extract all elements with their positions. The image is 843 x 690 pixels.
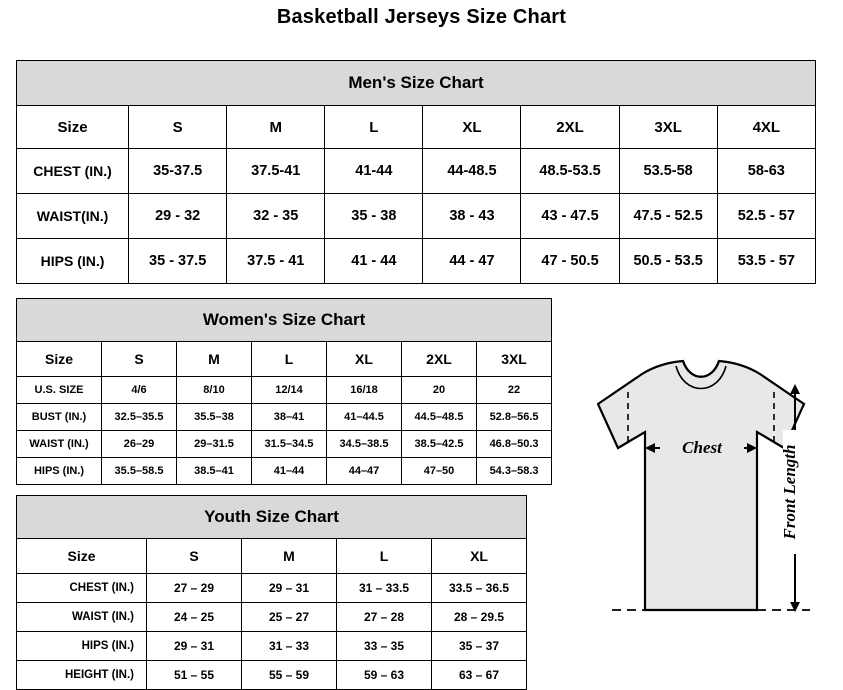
mens-waist-3xl: 47.5 - 52.5 [619, 194, 717, 239]
youth-col-m: M [242, 539, 337, 574]
mens-chart-header-row [17, 106, 816, 149]
mens-row-label-waist: WAIST(IN.) [17, 194, 129, 239]
mens-col-4xl: 4XL [717, 106, 815, 149]
womens-ussize-3xl: 22 [477, 377, 552, 404]
mens-col-2xl: 2XL [521, 106, 619, 149]
womens-ussize-2xl: 20 [402, 377, 477, 404]
youth-row-label-chest: CHEST (IN.) [17, 574, 147, 603]
womens-bust-xl: 41–44.5 [327, 404, 402, 431]
mens-waist-xl: 38 - 43 [423, 194, 521, 239]
mens-col-l: L [325, 106, 423, 149]
youth-chest-m: 29 – 31 [242, 574, 337, 603]
mens-col-m: M [227, 106, 325, 149]
womens-col-size: Size [17, 342, 102, 377]
jersey-svg [552, 352, 842, 672]
womens-ussize-s: 4/6 [102, 377, 177, 404]
mens-waist-l: 35 - 38 [325, 194, 423, 239]
mens-waist-4xl: 52.5 - 57 [717, 194, 815, 239]
mens-col-s: S [129, 106, 227, 149]
womens-bust-m: 35.5–38 [177, 404, 252, 431]
womens-waist-2xl: 38.5–42.5 [402, 431, 477, 458]
youth-waist-m: 25 – 27 [242, 603, 337, 632]
youth-chart-caption-row [17, 496, 527, 539]
womens-hips-l: 41–44 [252, 458, 327, 485]
table-row [17, 632, 527, 661]
mens-chest-xl: 44-48.5 [423, 149, 521, 194]
youth-chest-s: 27 – 29 [147, 574, 242, 603]
mens-col-size: Size [17, 106, 129, 149]
womens-row-label-hips: HIPS (IN.) [17, 458, 102, 485]
youth-row-label-height: HEIGHT (IN.) [17, 661, 147, 690]
womens-col-2xl: 2XL [402, 342, 477, 377]
mens-hips-s: 35 - 37.5 [129, 239, 227, 284]
womens-row-label-us-size: U.S. SIZE [17, 377, 102, 404]
mens-waist-s: 29 - 32 [129, 194, 227, 239]
table-row [17, 458, 552, 485]
youth-col-l: L [337, 539, 432, 574]
mens-hips-3xl: 50.5 - 53.5 [619, 239, 717, 284]
womens-waist-l: 31.5–34.5 [252, 431, 327, 458]
youth-hips-l: 33 – 35 [337, 632, 432, 661]
mens-hips-2xl: 47 - 50.5 [521, 239, 619, 284]
youth-hips-m: 31 – 33 [242, 632, 337, 661]
table-row [17, 603, 527, 632]
mens-chest-m: 37.5-41 [227, 149, 325, 194]
mens-chart-caption-row [17, 61, 816, 106]
womens-waist-3xl: 46.8–50.3 [477, 431, 552, 458]
mens-chest-l: 41-44 [325, 149, 423, 194]
mens-hips-4xl: 53.5 - 57 [717, 239, 815, 284]
mens-col-3xl: 3XL [619, 106, 717, 149]
mens-waist-m: 32 - 35 [227, 194, 325, 239]
mens-chest-2xl: 48.5-53.5 [521, 149, 619, 194]
womens-waist-xl: 34.5–38.5 [327, 431, 402, 458]
mens-chest-s: 35-37.5 [129, 149, 227, 194]
womens-hips-s: 35.5–58.5 [102, 458, 177, 485]
table-row [17, 377, 552, 404]
youth-chart-caption: Youth Size Chart [17, 496, 527, 539]
womens-hips-2xl: 47–50 [402, 458, 477, 485]
womens-bust-3xl: 52.8–56.5 [477, 404, 552, 431]
womens-hips-m: 38.5–41 [177, 458, 252, 485]
womens-size-chart-table [16, 298, 552, 485]
mens-size-chart-table [16, 60, 816, 284]
womens-col-l: L [252, 342, 327, 377]
womens-bust-2xl: 44.5–48.5 [402, 404, 477, 431]
mens-chest-3xl: 53.5-58 [619, 149, 717, 194]
table-row [17, 431, 552, 458]
womens-bust-l: 38–41 [252, 404, 327, 431]
youth-chest-xl: 33.5 – 36.5 [432, 574, 527, 603]
table-row [17, 149, 816, 194]
youth-col-size: Size [17, 539, 147, 574]
youth-waist-s: 24 – 25 [147, 603, 242, 632]
jersey-outline [598, 361, 804, 610]
womens-row-label-bust: BUST (IN.) [17, 404, 102, 431]
womens-chart-header-row [17, 342, 552, 377]
front-length-label: Front Length [780, 444, 799, 540]
mens-hips-m: 37.5 - 41 [227, 239, 325, 284]
youth-row-label-waist: WAIST (IN.) [17, 603, 147, 632]
youth-col-xl: XL [432, 539, 527, 574]
womens-ussize-l: 12/14 [252, 377, 327, 404]
womens-hips-xl: 44–47 [327, 458, 402, 485]
table-row [17, 239, 816, 284]
womens-col-s: S [102, 342, 177, 377]
youth-height-l: 59 – 63 [337, 661, 432, 690]
page-title: Basketball Jerseys Size Chart [276, 6, 567, 28]
jersey-measurement-diagram [552, 352, 842, 672]
table-row [17, 404, 552, 431]
youth-height-m: 55 – 59 [242, 661, 337, 690]
womens-row-label-waist: WAIST (IN.) [17, 431, 102, 458]
womens-waist-s: 26–29 [102, 431, 177, 458]
womens-waist-m: 29–31.5 [177, 431, 252, 458]
womens-chart-caption: Women's Size Chart [17, 299, 552, 342]
mens-hips-l: 41 - 44 [325, 239, 423, 284]
womens-ussize-xl: 16/18 [327, 377, 402, 404]
youth-waist-xl: 28 – 29.5 [432, 603, 527, 632]
youth-hips-s: 29 – 31 [147, 632, 242, 661]
womens-hips-3xl: 54.3–58.3 [477, 458, 552, 485]
mens-col-xl: XL [423, 106, 521, 149]
youth-row-label-hips: HIPS (IN.) [17, 632, 147, 661]
mens-row-label-chest: CHEST (IN.) [17, 149, 129, 194]
front-length-arrow-top [790, 384, 800, 394]
table-row [17, 194, 816, 239]
youth-chart-header-row [17, 539, 527, 574]
youth-waist-l: 27 – 28 [337, 603, 432, 632]
youth-chest-l: 31 – 33.5 [337, 574, 432, 603]
mens-chart-caption: Men's Size Chart [17, 61, 816, 106]
mens-hips-xl: 44 - 47 [423, 239, 521, 284]
womens-col-3xl: 3XL [477, 342, 552, 377]
womens-col-m: M [177, 342, 252, 377]
youth-height-s: 51 – 55 [147, 661, 242, 690]
womens-ussize-m: 8/10 [177, 377, 252, 404]
mens-chest-4xl: 58-63 [717, 149, 815, 194]
chest-label: Chest [682, 438, 722, 457]
womens-bust-s: 32.5–35.5 [102, 404, 177, 431]
womens-chart-caption-row [17, 299, 552, 342]
table-row [17, 574, 527, 603]
mens-row-label-hips: HIPS (IN.) [17, 239, 129, 284]
youth-size-chart-table [16, 495, 527, 690]
table-row [17, 661, 527, 690]
youth-col-s: S [147, 539, 242, 574]
youth-height-xl: 63 – 67 [432, 661, 527, 690]
mens-waist-2xl: 43 - 47.5 [521, 194, 619, 239]
youth-hips-xl: 35 – 37 [432, 632, 527, 661]
womens-col-xl: XL [327, 342, 402, 377]
